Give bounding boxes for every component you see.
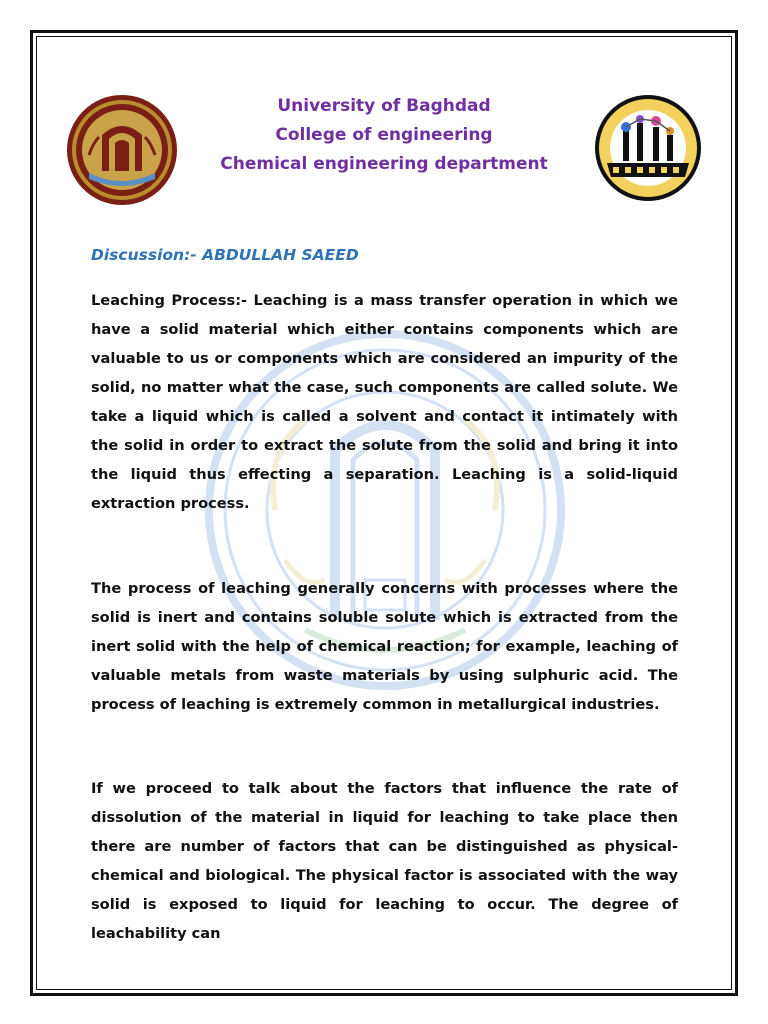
discussion-heading: Discussion:- ABDULLAH SAEED [91,246,359,264]
header-college: College of engineering [275,125,493,145]
header-university: University of Baghdad [277,96,491,116]
paragraph-leaching-concerns: The process of leaching generally concerns with processes where the solid is inert and contains soluble solute which is extracted from the inert solid with the help of chemical reaction; for example, leaching of valuable metals from waste materials by using sulphuric acid. The process of leaching is extremely common in metallurgical industries. [91,580,678,713]
paragraph-leaching-factors: If we proceed to talk about the factors that influence the rate of dissolution of the material in liquid for leaching to take place then there are number of factors that can be distinguished as physical-chemical and biological. The physical factor is associated with the way solid is exposed to liquid for leaching to occur. The degree of leachability can [91,780,678,942]
header-department: Chemical engineering department [220,154,548,174]
paragraph-leaching-process: Leaching Process:- Leaching is a mass transfer operation in which we have a solid material which either contains components which are valuable to us or components which are considered an impurity of the solid, no matter what the case, such components are called solute. We take a liquid which is called a solvent and contact it intimately with the solid in order to extract the solute from the solid and bring it into the liquid thus effecting a separation. Leaching is a solid-liquid extraction process. [91,292,678,512]
document-header [0,92,768,179]
